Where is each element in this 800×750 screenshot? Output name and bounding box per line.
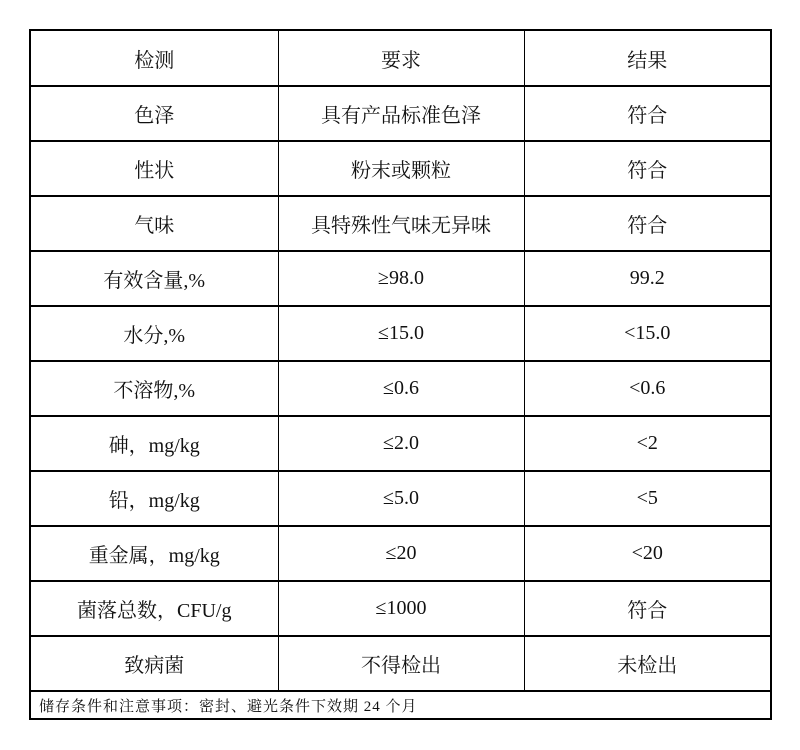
cell-item: 砷，mg/kg [30, 416, 278, 471]
cell-result: <15.0 [524, 306, 771, 361]
cell-result: 99.2 [524, 251, 771, 306]
cell-requirement: 具有产品标准色泽 [278, 86, 524, 141]
cell-item: 色泽 [30, 86, 278, 141]
table-row [30, 416, 771, 471]
storage-note-row [30, 691, 771, 719]
table-row [30, 306, 771, 361]
cell-item: 重金属，mg/kg [30, 526, 278, 581]
qc-inspection-table [29, 29, 772, 720]
cell-requirement: 粉末或颗粒 [278, 141, 524, 196]
table-row [30, 86, 771, 141]
table-row [30, 361, 771, 416]
cell-requirement: ≤0.6 [278, 361, 524, 416]
cell-result: <20 [524, 526, 771, 581]
cell-requirement: 具特殊性气味无异味 [278, 196, 524, 251]
header-cell-result: 结果 [524, 30, 771, 86]
storage-note: 储存条件和注意事项：密封、避光条件下效期 24 个月 [30, 691, 771, 719]
cell-item: 菌落总数，CFU/g [30, 581, 278, 636]
table-header-row [30, 30, 771, 86]
cell-result: 符合 [524, 196, 771, 251]
cell-requirement: ≤5.0 [278, 471, 524, 526]
cell-result: <2 [524, 416, 771, 471]
cell-result: 符合 [524, 581, 771, 636]
table-row [30, 526, 771, 581]
cell-requirement: ≤1000 [278, 581, 524, 636]
cell-result: <5 [524, 471, 771, 526]
header-cell-requirement: 要求 [278, 30, 524, 86]
table-row [30, 141, 771, 196]
cell-requirement: 不得检出 [278, 636, 524, 691]
cell-item: 性状 [30, 141, 278, 196]
table-row [30, 636, 771, 691]
table-row [30, 471, 771, 526]
cell-result: 符合 [524, 141, 771, 196]
table-row [30, 196, 771, 251]
cell-result: 符合 [524, 86, 771, 141]
cell-result: 未检出 [524, 636, 771, 691]
cell-item: 致病菌 [30, 636, 278, 691]
cell-result: <0.6 [524, 361, 771, 416]
cell-item: 有效含量,% [30, 251, 278, 306]
cell-item: 气味 [30, 196, 278, 251]
table-row [30, 581, 771, 636]
cell-item: 铅，mg/kg [30, 471, 278, 526]
cell-requirement: ≤15.0 [278, 306, 524, 361]
cell-item: 不溶物,% [30, 361, 278, 416]
cell-requirement: ≥98.0 [278, 251, 524, 306]
header-cell-test: 检测 [30, 30, 278, 86]
cell-requirement: ≤2.0 [278, 416, 524, 471]
cell-item: 水分,% [30, 306, 278, 361]
table-row [30, 251, 771, 306]
cell-requirement: ≤20 [278, 526, 524, 581]
